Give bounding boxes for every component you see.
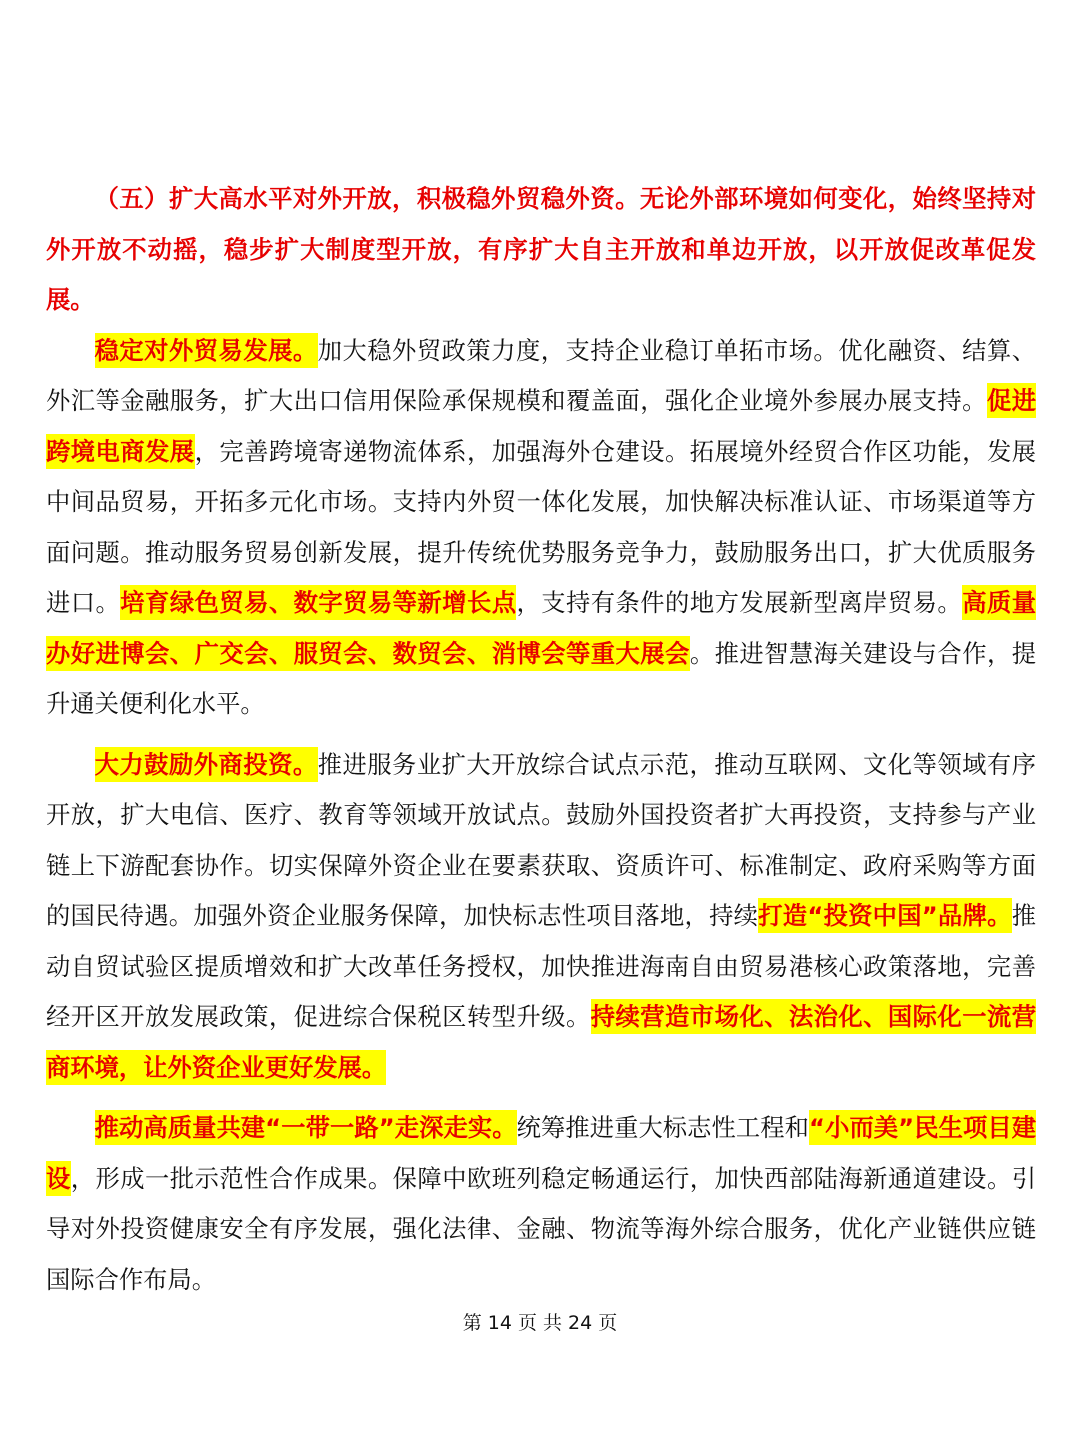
body-paragraph	[46, 326, 1036, 730]
body-text: 加大稳外贸政策力度，支持企业稳订单拓市场。优化融资、结算、外汇等金融服务，扩大出口信用保险承保规模和覆盖面，强化企业境外参展办展支持。	[46, 335, 1037, 415]
highlighted-text: 大力鼓励外商投资。	[95, 747, 318, 782]
body-text: 统筹推进重大标志性工程和	[516, 1113, 810, 1142]
page-number: 第 14 页 共 24 页	[462, 1312, 618, 1334]
body-text: 。推进智慧海关建设与合作，提升通关便利化水平。	[46, 638, 1037, 718]
body-text: ，支持有条件的地方发展新型离岸贸易。	[516, 588, 963, 617]
body-text: 推动自贸试验区提质增效和扩大改革任务授权，加快推进海南自由贸易港核心政策落地，完善经开区开放发展政策，促进综合保税区转型升级。	[46, 901, 1037, 1031]
paragraph-list	[46, 326, 1036, 1306]
highlighted-text: 培育绿色贸易、数字贸易等新增长点	[120, 585, 516, 620]
body-text: ，完善跨境寄递物流体系，加强海外仓建设。拓展境外经贸合作区功能，发展中间品贸易，开拓多元化市场。支持内外贸一体化发展，加快解决标准认证、市场渠道等方面问题。推动服务贸易创新发展，提升传统优势服务竞争力，鼓励服务出口，扩大优质服务进口。	[46, 436, 1037, 617]
highlighted-text: 打造“投资中国”品牌。	[758, 898, 1012, 933]
highlighted-text: “小而美”民生项目建设	[46, 1110, 1036, 1196]
highlighted-text: 稳定对外贸易发展。	[95, 333, 318, 368]
body-text: 推进服务业扩大开放综合试点示范，推动互联网、文化等领域有序开放，扩大电信、医疗、教育等领域开放试点。鼓励外国投资者扩大再投资，支持参与产业链上下游配套协作。切实保障外资企业在要素获取、资质许可、标准制定、政府采购等方面的国民待遇。加强外资企业服务保障，加快标志性项目落地，持续	[46, 749, 1037, 930]
document-body	[46, 174, 1036, 1305]
body-paragraph	[46, 1103, 1036, 1305]
highlighted-text: 促进跨境电商发展	[46, 383, 1036, 469]
body-text: ，形成一批示范性合作成果。保障中欧班列稳定畅通运行，加快西部陆海新通道建设。引导对外投资健康安全有序发展，强化法律、金融、物流等海外综合服务，优化产业链供应链国际合作布局。	[46, 1163, 1036, 1294]
body-paragraph	[46, 740, 1036, 1094]
section-heading: （五）扩大高水平对外开放，积极稳外贸稳外资。无论外部环境如何变化，始终坚持对外开放不动摇，稳步扩大制度型开放，有序扩大自主开放和单边开放，以开放促改革促发展。	[46, 184, 1036, 314]
highlighted-text: 高质量办好进博会、广交会、服贸会、数贸会、消博会等重大展会	[46, 585, 1036, 671]
highlighted-text: 推动高质量共建“一带一路”走深走实。	[95, 1110, 517, 1145]
highlighted-text: 持续营造市场化、法治化、国际化一流营商环境，让外资企业更好发展。	[46, 999, 1036, 1085]
